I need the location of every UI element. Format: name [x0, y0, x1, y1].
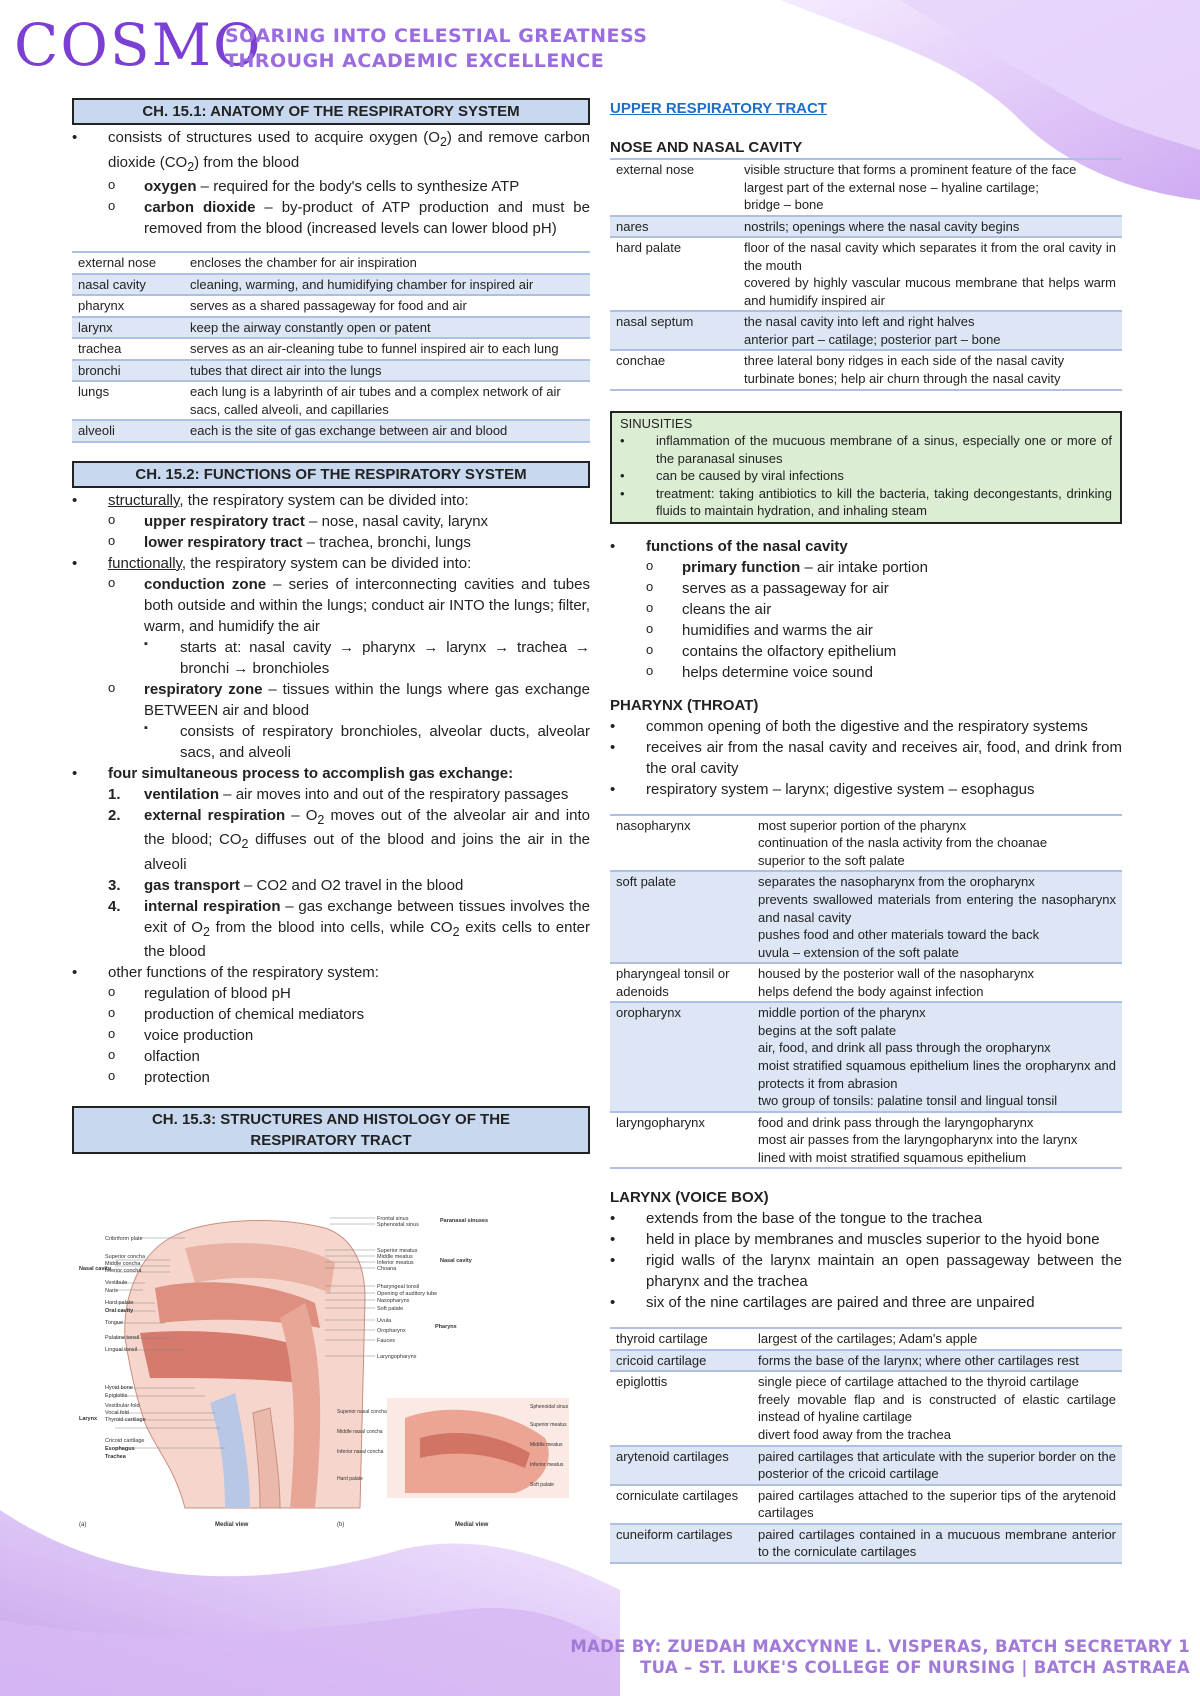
- figure-label: Pharyngeal tonsil: [377, 1284, 420, 1290]
- figure-label: Lingual tonsil: [105, 1347, 138, 1353]
- figure-label: Inferior meatus: [530, 1462, 564, 1468]
- footer-credits: [560, 1636, 1190, 1679]
- list-item: • six of the nine cartilages are paired and three are unpaired: [610, 1292, 1122, 1313]
- list-item: • common opening of both the digestive and the respiratory systems: [610, 716, 1122, 737]
- list-item: • respiratory system – larynx; digestive system – esophagus: [610, 779, 1122, 800]
- ch151-bullets: [72, 127, 590, 239]
- figure-label: Middle nasal concha: [337, 1429, 383, 1435]
- figure-label: Laryngopharynx: [377, 1354, 417, 1360]
- list-item: o respiratory zone – tissues within the lungs where gas exchange BETWEEN air and blood ▪ consists of respiratory bronchioles, alveolar ducts, alveolar sacs, and alveoli: [108, 679, 590, 763]
- right-column: [610, 98, 1122, 1564]
- larynx-table: [610, 1327, 1122, 1564]
- figure-label: Superior concha: [105, 1254, 146, 1260]
- upper-respiratory-tract-heading: UPPER RESPIRATORY TRACT: [610, 100, 827, 117]
- figure-label: Paranasal sinuses: [440, 1218, 489, 1224]
- list-item: • other functions of the respiratory system: o regulation of blood pH o production of chemical mediators o voice production o olfaction o protection: [72, 962, 590, 1088]
- list-item: • can be caused by viral infections: [620, 467, 1112, 485]
- table-row: cuneiform cartilages paired cartilages contained in a mucuous membrane anterior to the corniculate cartilages: [610, 1524, 1122, 1563]
- list-item: o lower respiratory tract – trachea, bronchi, lungs: [108, 532, 590, 553]
- figure-label: Middle concha: [105, 1261, 141, 1267]
- figure-label: Tongue: [105, 1320, 124, 1326]
- list-item: • treatment: taking antibiotics to kill the bacteria, taking decongestants, drinking fluids to maintain hydration, and inhaling steam: [620, 485, 1112, 520]
- footer-line-2: TUA – ST. LUKE'S COLLEGE OF NURSING | BATCH ASTRAEA: [640, 1658, 1190, 1678]
- table-row: laryngopharynx food and drink pass through the laryngopharynx most air passes from the laryngopharynx into the larynx lined with moist stratified squamous epithelium: [610, 1112, 1122, 1169]
- table-row: cricoid cartilage forms the base of the larynx; where other cartilages rest: [610, 1350, 1122, 1372]
- figure-caption: (b): [337, 1522, 345, 1528]
- list-item: • functionally, the respiratory system can be divided into: o conduction zone – series of interconnecting cavities and tubes both outside and within the lungs; conduct air INTO the lungs; filter, warm, and humidify the air ▪ starts at: nasal cavity → pharynx → larynx → trachea → bronchi → bronchioles o respiratory zone – tissues within the lungs where gas exchange BETWEEN air and blood ▪ consists of respiratory bronchioles, alveolar ducts, alveolar sacs, and alveoli: [72, 553, 590, 763]
- figure-label: Inferior meatus: [377, 1260, 414, 1266]
- list-item: o upper respiratory tract – nose, nasal cavity, larynx: [108, 511, 590, 532]
- table-row: nasopharynx most superior portion of the pharynx continuation of the nasla activity from the choanae superior to the soft palate: [610, 815, 1122, 872]
- nasal-functions: [610, 536, 1122, 683]
- figure-label: Cribriform plate: [105, 1236, 143, 1242]
- figure-label: Esophagus: [105, 1446, 135, 1452]
- table-row: oropharynx middle portion of the pharynx begins at the soft palate air, food, and drink all pass through the oropharynx moist stratified squamous epithelium lines the oropharynx and protects it from abrasion two group of tonsils: palatine tonsil and lingual tonsil: [610, 1002, 1122, 1111]
- figure-label: Oral cavity: [105, 1308, 134, 1314]
- brand-logo: COSMO: [14, 11, 263, 79]
- list-item: o primary function – air intake portion: [646, 557, 1122, 578]
- figure-label: Thyroid cartilage: [105, 1417, 146, 1423]
- table-row: trachea serves as an air-cleaning tube to funnel inspired air to each lung: [72, 338, 590, 360]
- figure-label: Nasal cavity: [440, 1258, 472, 1264]
- tagline-line-1: SOARING INTO CELESTIAL GREATNESS: [225, 25, 648, 47]
- figure-label: Superior meatus: [530, 1422, 567, 1428]
- list-item: o carbon dioxide – by-product of ATP production and must be removed from the blood (increased levels can lower blood pH): [108, 197, 590, 239]
- left-column: [72, 98, 590, 1156]
- list-item: • rigid walls of the larynx maintain an open passageway between the pharynx and the trachea: [610, 1250, 1122, 1292]
- sinusitis-title: SINUSITIES: [620, 415, 693, 431]
- list-item: o serves as a passageway for air: [646, 578, 1122, 599]
- list-item: o olfaction: [108, 1046, 590, 1067]
- figure-label: Palatine tonsil: [105, 1335, 140, 1341]
- figure-label: Sphenoidal sinus: [377, 1222, 419, 1228]
- list-item: • four simultaneous process to accomplish gas exchange: 1. ventilation – air moves into and out of the respiratory passages 2. external respiration – $O_2$ moves out of the alveolar air and into the blood; $CO_2$ diffuses out of the blood and joins the air in the alveoli 3. gas transport – CO2 and O2 travel in the blood 4. internal respiration – gas exchange between tissues involves the exit of $O_2$ from the blood into cells, while $CO_2$ exits cells to enter the blood: [72, 763, 590, 963]
- ch152-bullets: [72, 490, 590, 1089]
- nose-section-heading: NOSE AND NASAL CAVITY: [610, 139, 803, 156]
- anatomy-table: [72, 251, 590, 443]
- figure-label: Naris: [105, 1288, 118, 1294]
- figure-label: Epiglottis: [105, 1393, 128, 1399]
- list-item: 4. internal respiration – gas exchange between tissues involves the exit of $O_2$ from the blood into cells, while $CO_2$ exits cells to enter the blood: [108, 897, 590, 961]
- list-item: • functions of the nasal cavity o primary function – air intake portion o serves as a passageway for air o cleans the air o humidifies and warms the air o contains the olfactory epithelium o helps determine voice sound: [610, 536, 1122, 683]
- figure-label: Soft palate: [530, 1482, 554, 1488]
- figure-label: Superior nasal concha: [337, 1409, 387, 1415]
- figure-label: Inferior nasal concha: [337, 1449, 384, 1455]
- table-row: nasal cavity cleaning, warming, and humidifying chamber for inspired air: [72, 274, 590, 296]
- nose-table: [610, 158, 1122, 391]
- figure-label: Frontal sinus: [377, 1216, 409, 1222]
- sinusitis-box: [610, 411, 1122, 524]
- figure-caption: (a): [79, 1522, 87, 1528]
- table-row: nasal septum the nasal cavity into left and right halves anterior part – catilage; posterior part – bone: [610, 311, 1122, 350]
- figure-label: Middle meatus: [377, 1254, 413, 1260]
- figure-caption: Medial view: [455, 1522, 489, 1528]
- figure-label: Sphenoidal sinus: [530, 1404, 569, 1410]
- table-row: pharyngeal tonsil or adenoids housed by the posterior wall of the nasopharynx helps defend the body against infection: [610, 963, 1122, 1002]
- figure-label: Hard palate: [337, 1476, 363, 1482]
- figure-label: Soft palate: [377, 1306, 404, 1312]
- table-row: external nose visible structure that forms a prominent feature of the face largest part of the external nose – hyaline cartilage; bridge – bone: [610, 159, 1122, 216]
- figure-label: Inferior concha: [105, 1268, 142, 1274]
- list-item: 3. gas transport – CO2 and O2 travel in the blood: [108, 876, 464, 894]
- list-item: o regulation of blood pH: [108, 983, 590, 1004]
- table-row: lungs each lung is a labyrinth of air tubes and a complex network of air sacs, called alveoli, and capillaries: [72, 381, 590, 420]
- respiratory-tract-figure: [75, 1208, 570, 1534]
- table-row: alveoli each is the site of gas exchange between air and blood: [72, 420, 590, 442]
- figure-label: Oropharynx: [377, 1328, 406, 1334]
- figure-label: Larynx: [79, 1416, 98, 1422]
- list-item: • receives air from the nasal cavity and receives air, food, and drink from the oral cavity: [610, 737, 1122, 779]
- larynx-heading: LARYNX (VOICE BOX): [610, 1189, 769, 1207]
- figure-label: Vestibule: [105, 1280, 128, 1286]
- figure-label: Hyoid bone: [105, 1385, 133, 1391]
- brand-tagline: [225, 24, 647, 73]
- table-row: thyroid cartilage largest of the cartilages; Adam's apple: [610, 1328, 1122, 1350]
- list-item: ▪ consists of respiratory bronchioles, alveolar ducts, alveolar sacs, and alveoli: [144, 721, 590, 763]
- pharynx-bullets: [610, 716, 1122, 800]
- list-item: • structurally, the respiratory system can be divided into: o upper respiratory tract – nose, nasal cavity, larynx o lower respiratory tract – trachea, bronchi, lungs: [72, 490, 590, 553]
- list-item: 1. ventilation – air moves into and out of the respiratory passages: [108, 785, 569, 803]
- table-row: pharynx serves as a shared passageway for food and air: [72, 295, 590, 317]
- list-item: ▪ starts at: nasal cavity → pharynx → larynx → trachea → bronchi → bronchioles: [144, 637, 590, 679]
- pharynx-table: [610, 814, 1122, 1169]
- list-item: o oxygen – required for the body's cells to synthesize ATP: [108, 176, 590, 197]
- figure-label: Vestibular fold: [105, 1403, 140, 1409]
- list-item: • consists of structures used to acquire oxygen $(O_2)$ and remove carbon dioxide $(CO_2)$ from the blood o oxygen – required for the body's cells to synthesize ATP o carbon dioxide – by-product of ATP production and must be removed from the blood (increased levels can lower blood pH): [72, 127, 590, 239]
- chapter-15-3-heading: CH. 15.3: STRUCTURES AND HISTOLOGY OF THE RESPIRATORY TRACT: [72, 1106, 590, 1154]
- table-row: arytenoid cartilages paired cartilages that articulate with the superior border on the posterior of the cricoid cartilage: [610, 1446, 1122, 1485]
- table-row: nares nostrils; openings where the nasal cavity begins: [610, 216, 1122, 238]
- list-item: o voice production: [108, 1025, 590, 1046]
- list-item: o cleans the air: [646, 599, 1122, 620]
- figure-label: Superior meatus: [377, 1248, 418, 1254]
- list-item: o helps determine voice sound: [646, 662, 1122, 683]
- table-row: external nose encloses the chamber for air inspiration: [72, 252, 590, 274]
- figure-caption: Medial view: [215, 1522, 249, 1528]
- list-item: o contains the olfactory epithelium: [646, 641, 1122, 662]
- list-item: • held in place by membranes and muscles superior to the hyoid bone: [610, 1229, 1122, 1250]
- list-item: • extends from the base of the tongue to the trachea: [610, 1208, 1122, 1229]
- figure-label: Trachea: [105, 1454, 126, 1460]
- table-row: hard palate floor of the nasal cavity which separates it from the oral cavity in the mouth covered by highly vascular mucous membrane that helps warm and humidify inspired air: [610, 237, 1122, 311]
- figure-label: Middle meatus: [530, 1442, 563, 1448]
- list-item: 2. external respiration – $O_2$ moves out of the alveolar air and into the blood; $CO_2$ diffuses out of the blood and joins the air in the alveoli: [108, 806, 591, 873]
- list-item: o humidifies and warms the air: [646, 620, 1122, 641]
- chapter-15-2-heading: CH. 15.2: FUNCTIONS OF THE RESPIRATORY SYSTEM: [72, 461, 590, 488]
- figure-label: Nasopharynx: [377, 1298, 410, 1304]
- larynx-bullets: [610, 1208, 1122, 1313]
- figure-label: Hard palate: [105, 1300, 134, 1306]
- list-item: • inflammation of the mucuous membrane of a sinus, especially one or more of the paranasal sinuses: [620, 432, 1112, 467]
- list-item: o protection: [108, 1067, 590, 1088]
- figure-label: Choana: [377, 1266, 397, 1272]
- list-item: o conduction zone – series of interconnecting cavities and tubes both outside and within the lungs; conduct air INTO the lungs; filter, warm, and humidify the air ▪ starts at: nasal cavity → pharynx → larynx → trachea → bronchi → bronchioles: [108, 574, 590, 679]
- figure-label: Vocal fold: [105, 1410, 129, 1416]
- figure-label: Cricoid cartilage: [105, 1438, 145, 1444]
- table-row: epiglottis single piece of cartilage attached to the thyroid cartilage freely movable flap and is constructed of elastic cartilage instead of hyaline cartilage divert food away from the trachea: [610, 1371, 1122, 1445]
- figure-label: Uvula: [377, 1318, 392, 1324]
- chapter-15-1-heading: CH. 15.1: ANATOMY OF THE RESPIRATORY SYSTEM: [72, 98, 590, 125]
- table-row: bronchi tubes that direct air into the lungs: [72, 360, 590, 382]
- table-row: corniculate cartilages paired cartilages attached to the superior tips of the arytenoid cartilages: [610, 1485, 1122, 1524]
- pharynx-heading: PHARYNX (THROAT): [610, 696, 759, 714]
- figure-label: Pharynx: [435, 1324, 457, 1330]
- table-row: conchae three lateral bony ridges in each side of the nasal cavity turbinate bones; help air churn through the nasal cavity: [610, 350, 1122, 389]
- list-item: o production of chemical mediators: [108, 1004, 590, 1025]
- figure-label: Nasal cavity: [79, 1266, 111, 1272]
- figure-label: Opening of auditory tube: [377, 1291, 438, 1297]
- footer-line-1: MADE BY: ZUEDAH MAXCYNNE L. VISPERAS, BATCH SECRETARY 1: [570, 1637, 1190, 1656]
- figure-label: Fauces: [377, 1338, 396, 1344]
- tagline-line-2: THROUGH ACADEMIC EXCELLENCE: [225, 49, 605, 72]
- table-row: larynx keep the airway constantly open or patent: [72, 317, 590, 339]
- table-row: soft palate separates the nasopharynx from the oropharynx prevents swallowed materials from entering the nasopharynx and nasal cavity pushes food and other materials toward the back uvula – extension of the soft palate: [610, 871, 1122, 963]
